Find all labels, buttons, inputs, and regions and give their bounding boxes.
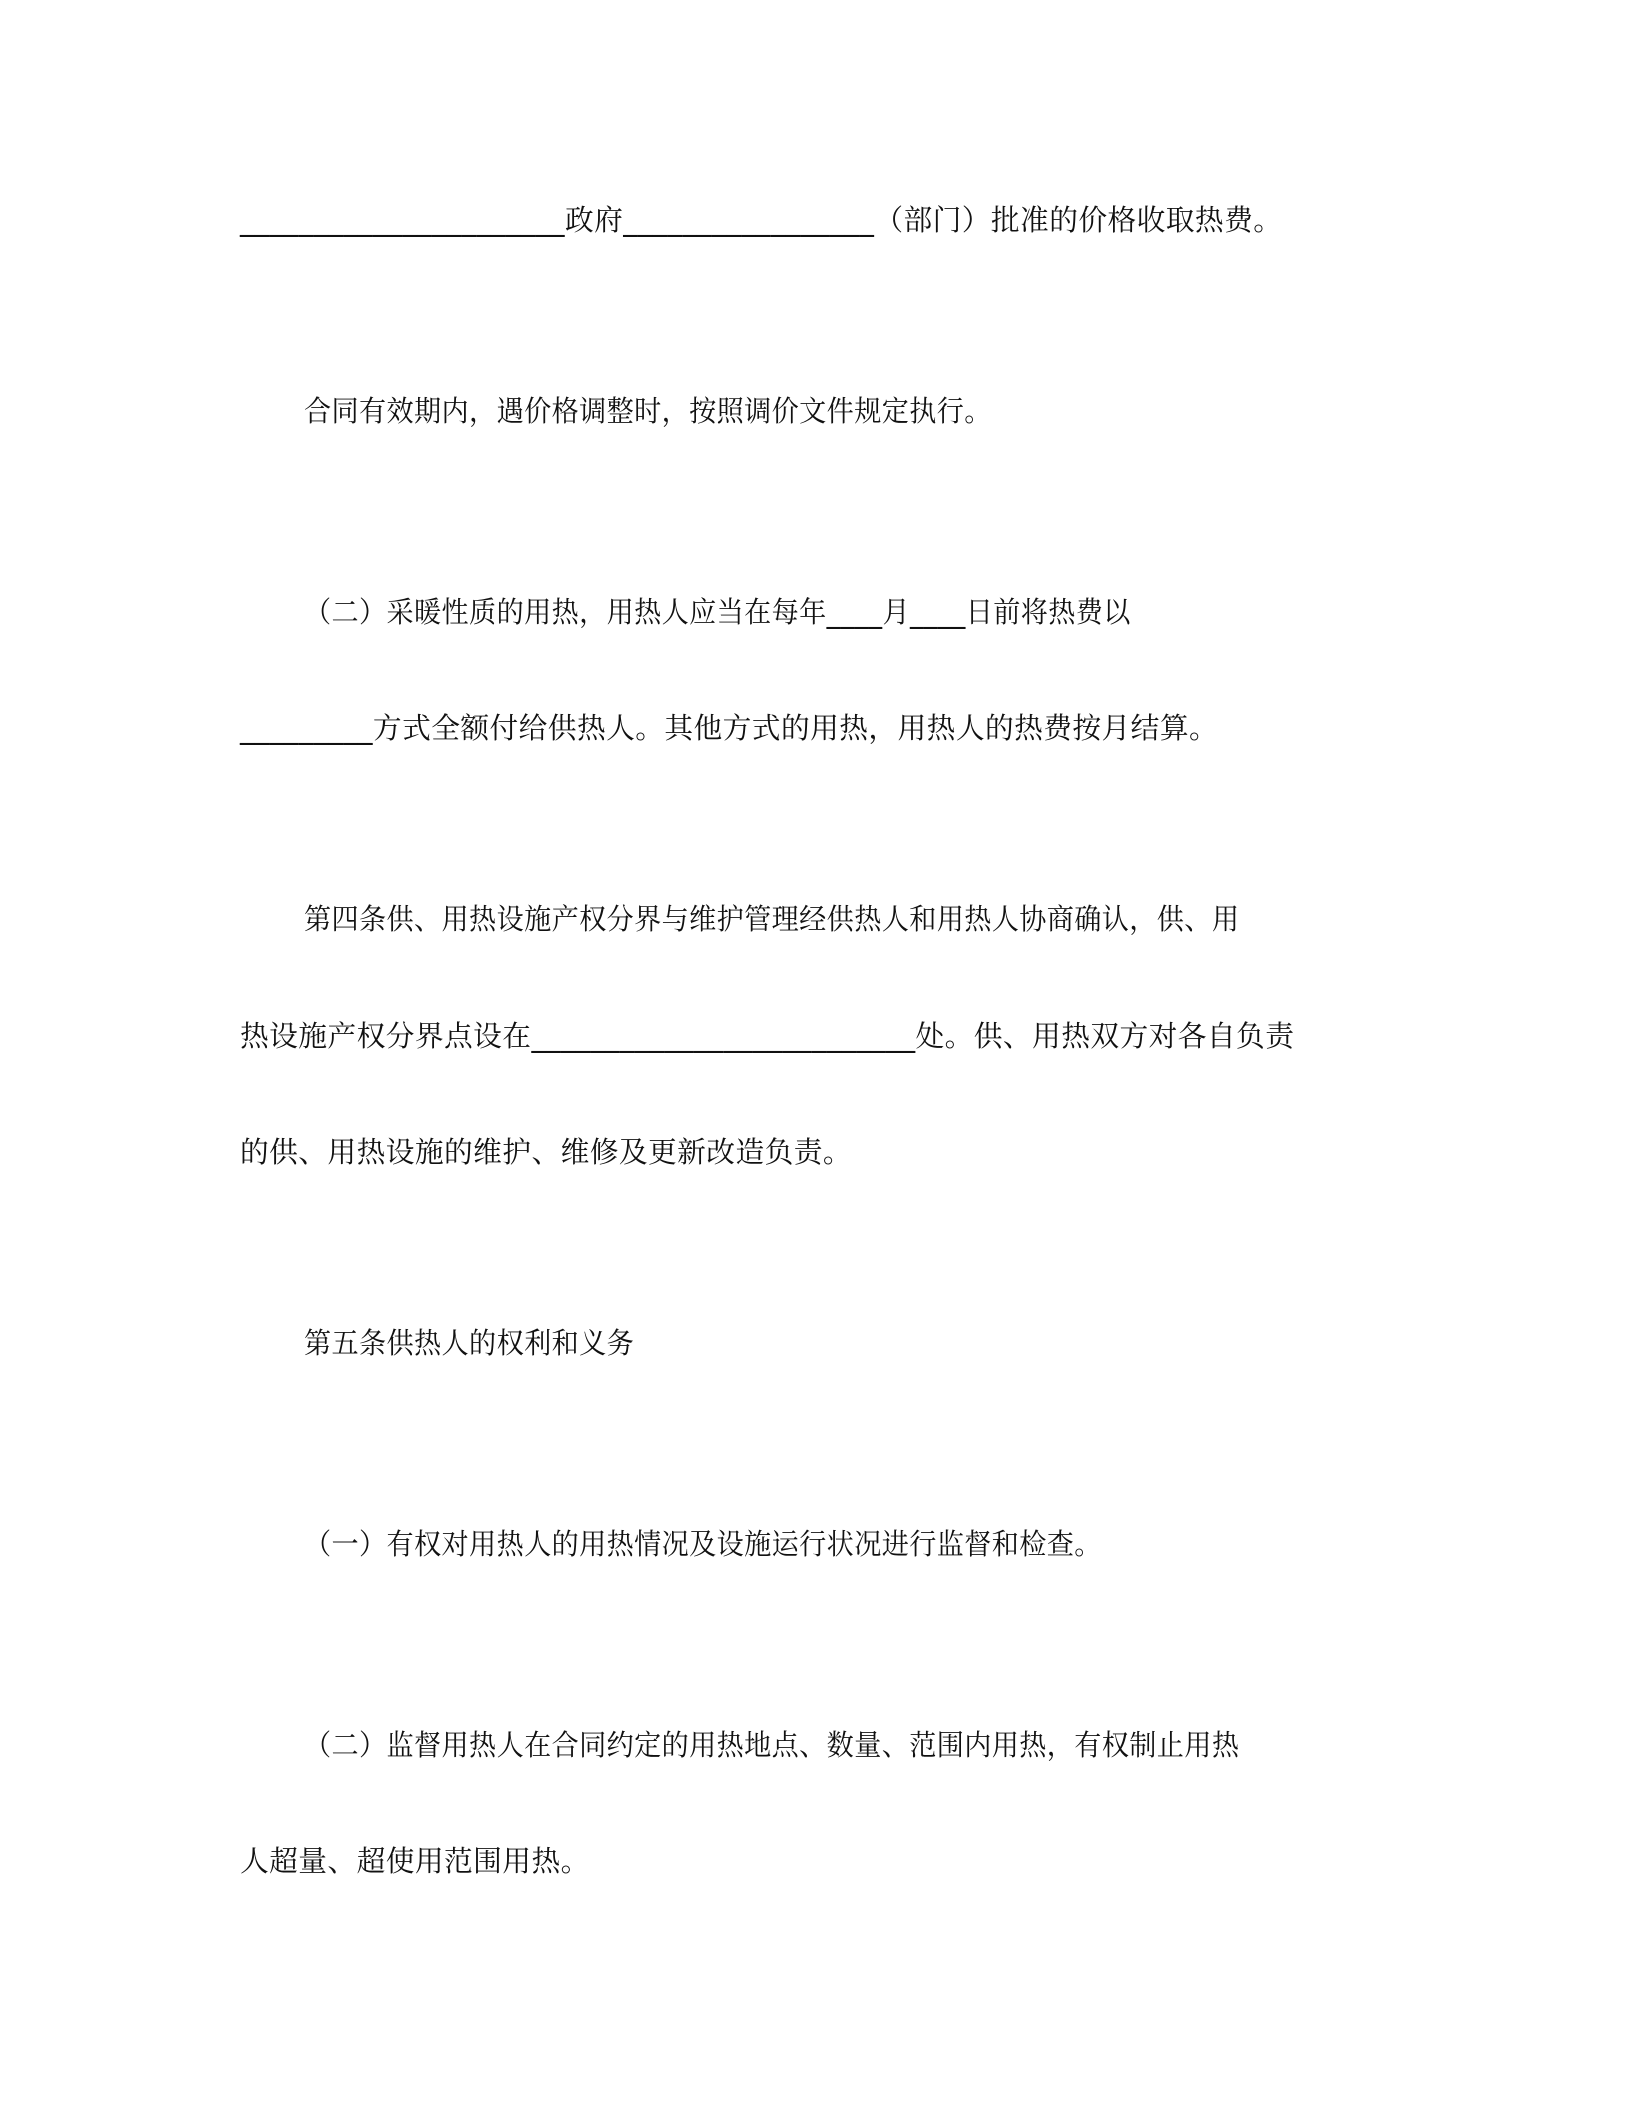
text-line-price-approval: ______________________政府_________________（部门）批准的价格收取热费。: [240, 203, 1283, 237]
text-line-article-4-2: 热设施产权分界点设在__________________________处。供、用热双方对各自负责: [240, 1019, 1295, 1053]
text-line-heating-payment-2: _________方式全额付给供热人。其他方式的用热，用热人的热费按月结算。: [240, 711, 1219, 745]
text-line-article-5-item-2-1: （二）监督用热人在合同约定的用热地点、数量、范围内用热，有权制止用热: [304, 1728, 1240, 1762]
article-5-heading: 第五条供热人的权利和义务: [304, 1326, 635, 1360]
text-line-article-5-item-2-2: 人超量、超使用范围用热。: [240, 1844, 590, 1878]
text-line-article-4-3: 的供、用热设施的维护、维修及更新改造负责。: [240, 1135, 853, 1169]
text-line-price-adjustment: 合同有效期内，遇价格调整时，按照调价文件规定执行。: [304, 394, 992, 428]
text-line-article-4-1: 第四条供、用热设施产权分界与维护管理经供热人和用热人协商确认，供、用: [304, 902, 1240, 936]
text-line-article-5-item-1: （一）有权对用热人的用热情况及设施运行状况进行监督和检查。: [304, 1527, 1102, 1561]
text-line-heating-payment-1: （二）采暖性质的用热，用热人应当在每年____月____日前将热费以: [304, 595, 1131, 629]
